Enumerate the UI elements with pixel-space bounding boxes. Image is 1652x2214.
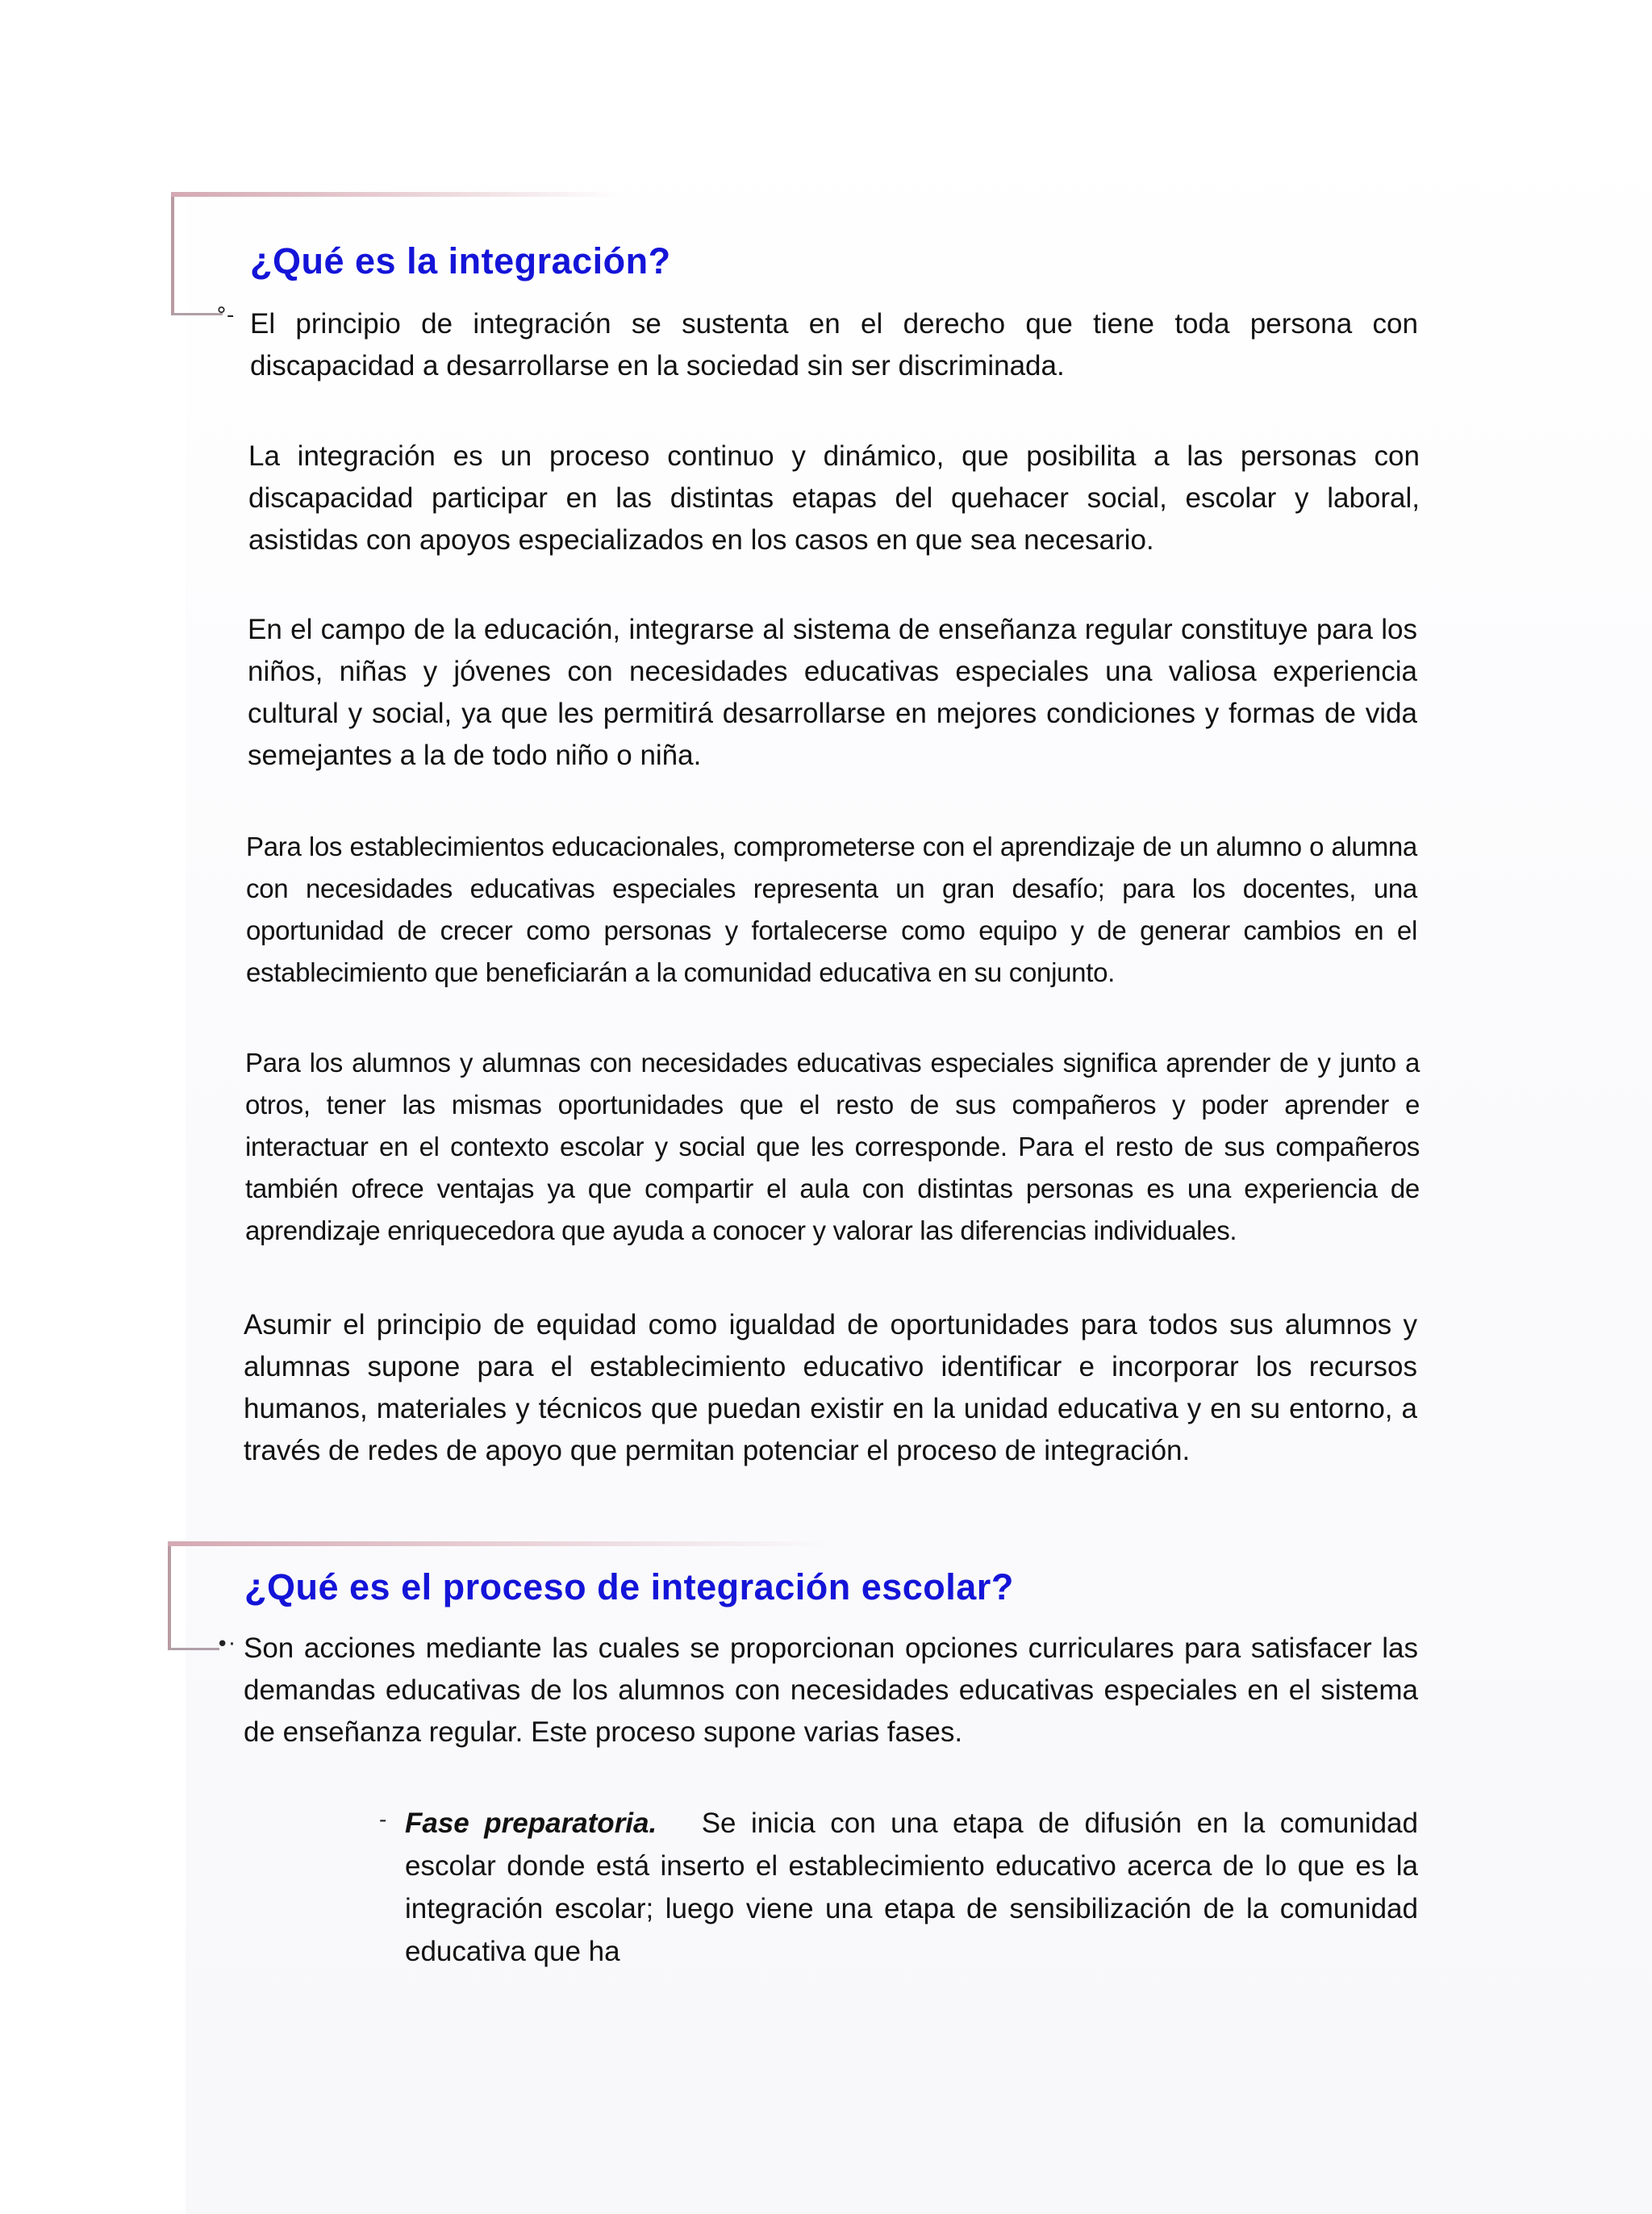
- bullet-title: Fase preparatoria.: [405, 1807, 657, 1839]
- bullet-spacer: [672, 1807, 702, 1839]
- section-heading: ¿Qué es la integración?: [250, 240, 671, 281]
- paragraph: Para los establecimientos educacionales, comprometerse con el aprendizaje de un alumno o alumna con necesidades educativas especiales representa un gran desafío; para los docentes, una oportunidad de crecer como personas y fortalecerse como equipo y de generar cambios en el establecimiento que beneficiarán a la comunidad educativa en su conjunto.: [246, 832, 1417, 987]
- paragraph: Para los alumnos y alumnas con necesidades educativas especiales significa aprender de y junto a otros, tener las mismas oportunidades que el resto de sus compañeros y poder aprender e interactuar en el contexto escolar y social que les corresponde. Para el resto de sus compañeros también ofrece ventajas ya que compartir el aula con distintas personas es una experiencia de aprendizaje enriquecedora que ayuda a conocer y valorar las diferencias individuales.: [245, 1048, 1420, 1245]
- paragraph: Son acciones mediante las cuales se proporcionan opciones curriculares para satisfacer las demandas educativas de los alumnos con necesidades educativas especiales en el sistema de enseñanza regular. Este proceso supone varias fases.: [244, 1632, 1418, 1748]
- section-bracket: [171, 192, 223, 315]
- paragraph: El principio de integración se sustenta en el derecho que tiene toda persona con discapacidad a desarrollarse en la sociedad sin ser discriminada.: [250, 308, 1418, 382]
- section-bracket: [168, 1541, 219, 1650]
- bracket-top-line: [171, 192, 623, 197]
- section-marker: •·: [216, 1632, 236, 1657]
- paragraph: Asumir el principio de equidad como igualdad de oportunidades para todos sus alumnos y alumnas supone para el establecimiento educativo identificar e incorporar los recursos humanos, materiales y técnicos que puedan existir en la unidad educativa y en su entorno, a través de redes de apoyo que permitan potenciar el proceso de integración.: [244, 1309, 1417, 1466]
- bracket-top-line: [168, 1541, 829, 1546]
- paragraph: La integración es un proceso continuo y dinámico, que posibilita a las personas con discapacidad participar en las distintas etapas del quehacer social, escolar y laboral, asistidas con apoyos especializados en los casos en que sea necesario.: [248, 440, 1420, 556]
- section-heading: ¿Qué es el proceso de integración escolar?: [244, 1566, 1014, 1607]
- paragraph: En el campo de la educación, integrarse al sistema de enseñanza regular constituye para los niños, niñas y jóvenes con necesidades educativas especiales una valiosa experiencia cultural y social, ya que les permitirá desarrollarse en mejores condiciones y formas de vida semejantes a la de todo niño o niña.: [248, 614, 1417, 771]
- bullet-marker: -: [379, 1807, 387, 1832]
- list-item: [405, 1802, 1418, 1973]
- section-marker: °-: [216, 303, 235, 327]
- bullet-text: Se inicia con una etapa de difusión en la comunidad escolar donde está inserto el establecimiento educativo acerca de lo que es la integración escolar; luego viene una etapa de sensibilización de la comunidad educativa que ha: [405, 1807, 1418, 1967]
